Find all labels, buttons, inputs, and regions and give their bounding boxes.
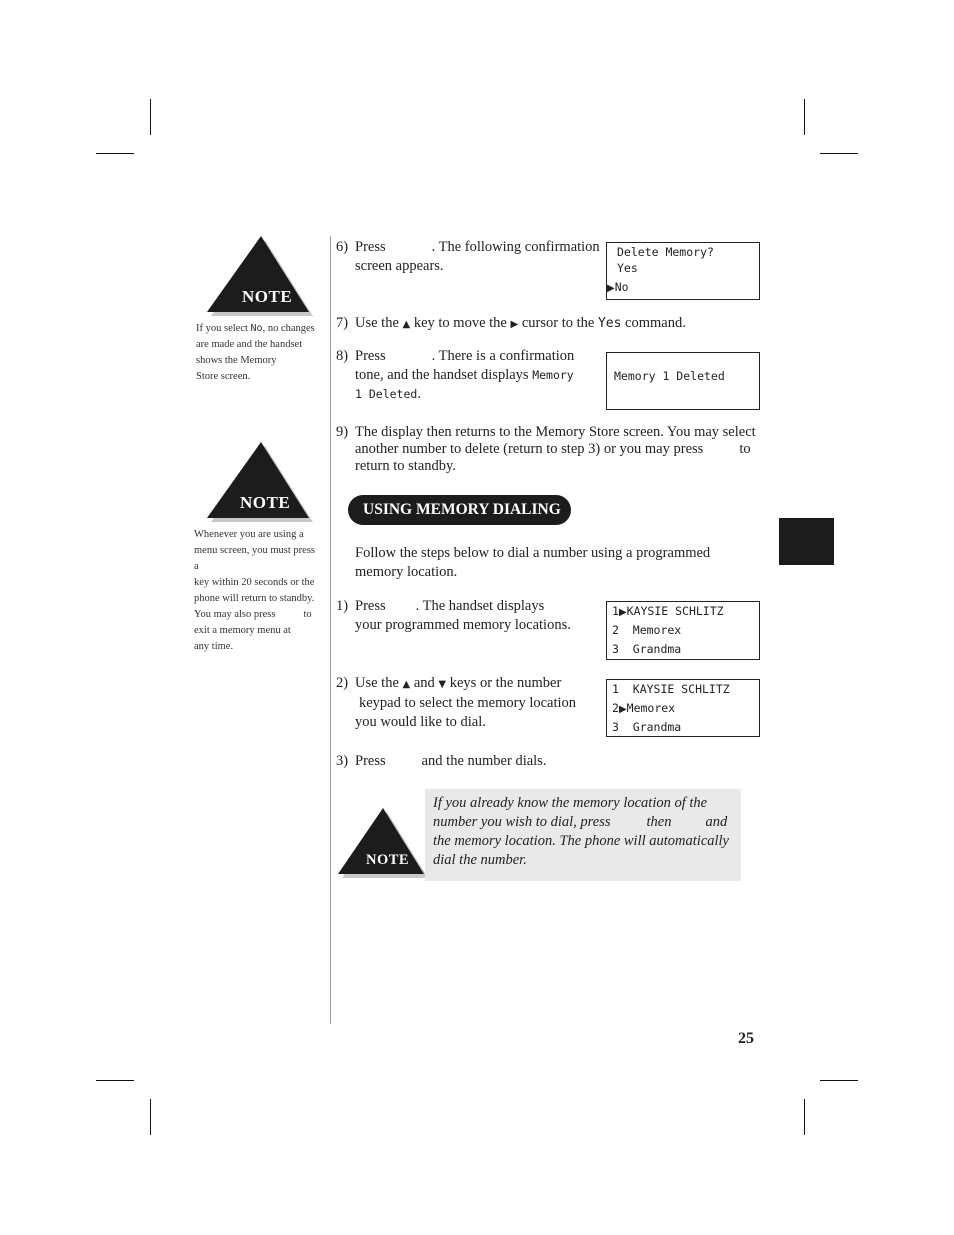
lcd-memory-list-1: 1▶KAYSIE SCHLITZ 2 Memorex 3 Grandma	[606, 601, 760, 660]
code-text: 1 Deleted	[355, 387, 418, 401]
crop-mark	[804, 99, 805, 135]
crop-mark	[150, 99, 151, 135]
side-note-1: If you select No, no changes are made and the handset shows the Memory Store screen.	[196, 323, 315, 382]
crop-mark	[820, 1080, 858, 1081]
crop-mark	[96, 1080, 134, 1081]
crop-mark	[804, 1099, 805, 1135]
code-text: No	[250, 323, 263, 334]
crop-mark	[150, 1099, 151, 1135]
code-text: Yes	[597, 316, 622, 331]
up-arrow-icon: ▲	[402, 319, 411, 330]
chapter-tab	[779, 518, 834, 565]
crop-mark	[96, 153, 134, 154]
side-note-2: Whenever you are using a menu screen, you must press a key within 20 seconds or the phone will return to standby. You may also press to exit a memory menu at any time.	[194, 529, 316, 652]
code-text: Memory	[532, 368, 574, 382]
lcd-memory-list-2: 1 KAYSIE SCHLITZ 2▶Memorex 3 Grandma	[606, 679, 760, 737]
tip-box	[425, 789, 741, 881]
note-label: NOTE	[366, 852, 410, 868]
tip-text: If you already know the memory location of the number you wish to dial, press then and the memory location. The phone will automatically dial the number.	[433, 795, 729, 868]
crop-mark	[820, 153, 858, 154]
note-label: NOTE	[240, 493, 291, 512]
section-intro: Follow the steps below to dial a number using a programmed memory location.	[355, 545, 711, 580]
note-label: NOTE	[242, 287, 293, 306]
down-arrow-icon: ▼	[438, 679, 447, 690]
cursor-arrow-icon: ▶	[618, 607, 627, 618]
cursor-arrow-icon: ▶	[618, 704, 627, 715]
cursor-arrow-icon: ▶	[607, 283, 615, 294]
column-divider	[330, 236, 331, 1024]
lcd-delete-confirm: Delete Memory? Yes ▶No	[606, 242, 760, 300]
up-arrow-icon: ▲	[402, 679, 411, 690]
page-number: 25	[738, 1030, 754, 1047]
lcd-memory-deleted: Memory 1 Deleted	[606, 352, 760, 410]
section-heading: USING MEMORY DIALING	[348, 495, 571, 525]
right-arrow-icon: ▶	[510, 319, 519, 330]
